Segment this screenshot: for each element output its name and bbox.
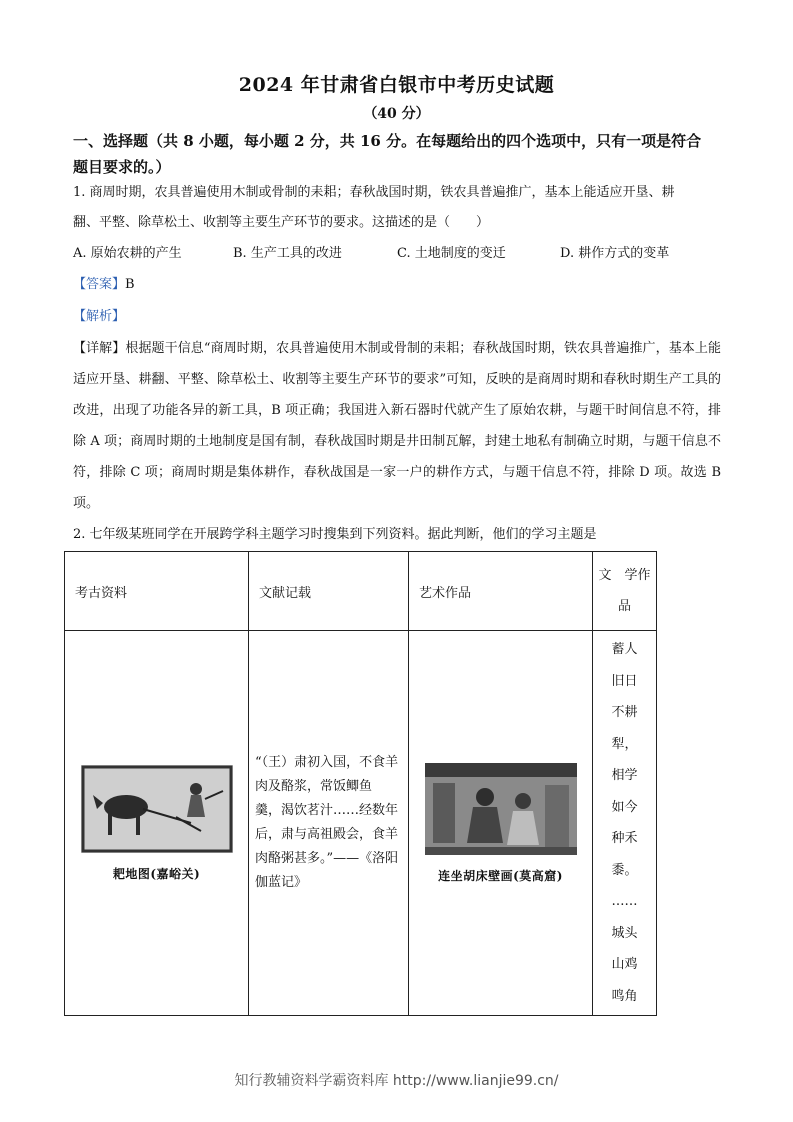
poem-line: 山鸡	[611, 957, 638, 972]
header-literature	[593, 552, 657, 631]
q1-option-c: C. 土地制度的变迁	[397, 246, 506, 261]
q1-detail	[73, 333, 721, 519]
detail-text: 根据题干信息“商周时期，农具普遍使用木制或骨制的耒耜；春秋战国时期，铁农具普遍推广，基本上能适应开垦、耕翻、平整、除草松土、收割等主要生产环节的要求”可知，反映的是商周时期和春秋时期生产工具的改进，出现了功能各异的新工具，B 项正确；我国进入新石器时代就产生了原始农耕，与题干时间信息不符，排除 A 项；商周时期的土地制度是国有制，春秋战国时期是井田制瓦解，封建土地私有制确立时期，与题干信息不符，排除 C 项；商周时期是集体耕作，春秋战国是一家一户的耕作方式，与题干信息不符，排除 D 项。故选 B 项。	[73, 341, 721, 511]
section-heading-line-2: 题目要求的。）	[73, 158, 171, 176]
document-cell	[249, 631, 409, 1016]
header-archaeology: 考古资料	[65, 552, 249, 631]
poem-line: ……	[611, 894, 638, 909]
footer-watermark: 知行教辅资料学霸资料库 http://www.lianjie99.cn/	[234, 1073, 559, 1089]
poem-line: 如今	[611, 799, 638, 815]
total-score: （40 分）	[363, 106, 430, 122]
mogao-mural-image	[425, 763, 577, 855]
poem-line: 犁，	[611, 736, 638, 752]
harrowing-mural-image	[81, 765, 233, 853]
resources-table	[64, 551, 657, 1016]
poem-line: 相学	[611, 768, 638, 783]
table-content-row	[65, 631, 657, 1016]
poem-line: 旧日	[611, 673, 638, 689]
poem-line: 种禾	[611, 831, 638, 846]
archaeology-cell	[65, 631, 249, 1016]
poem-line: 不耕	[611, 705, 638, 720]
q1-answer	[73, 275, 135, 295]
art-caption: 连坐胡床壁画(莫高窟)	[438, 868, 563, 883]
header-art: 艺术作品	[409, 552, 593, 631]
section-heading	[73, 128, 733, 180]
header-documents: 文献记载	[249, 552, 409, 631]
poem-line: 黍。	[611, 862, 638, 878]
detail-tag: 【详解】	[73, 341, 126, 356]
art-cell	[409, 631, 593, 1016]
q1-option-b: B. 生产工具的改进	[233, 246, 342, 261]
answer-tag: 【答案】	[73, 277, 126, 292]
q1-stem-line-1: 1. 商周时期，农具普遍使用木制或骨制的耒耜；春秋战国时期，铁农具普遍推广，基本上能适应开垦、耕	[73, 185, 675, 200]
q1-option-d: D. 耕作方式的变革	[560, 246, 670, 261]
section-heading-line-1: 一、选择题（共 8 小题，每小题 2 分，共 16 分。在每题给出的四个选项中，只有一项是符合	[73, 132, 702, 150]
q1-analysis-tag	[73, 307, 125, 327]
answer-value: B	[125, 277, 135, 292]
archaeology-caption: 耙地图(嘉峪关)	[112, 866, 201, 881]
q1-option-a: A. 原始农耕的产生	[73, 246, 182, 261]
poem-line: 城头	[611, 925, 638, 941]
page-title: 2024 年甘肃省白银市中考历史试题	[238, 74, 555, 96]
poem-line: 蓄人	[611, 642, 638, 657]
literature-cell	[593, 631, 657, 1016]
header-literature-text: 文 学作品	[598, 568, 651, 614]
q1-stem-line-2: 翻、平整、除草松土、收割等主要生产环节的要求。这描述的是（ ）	[73, 215, 490, 230]
poem-line: 鸣角	[611, 988, 638, 1004]
table-header-row	[65, 552, 657, 631]
document-quote: “（王）肃初入国，不食羊肉及酪浆，常饭鲫鱼 羹，渴饮茗汁……经数年后，肃与高祖殿会，食羊肉酪粥甚多。”——《洛阳伽蓝记》	[255, 755, 399, 890]
q2-stem: 2. 七年级某班同学在开展跨学科主题学习时搜集到下列资料。据此判断，他们的学习主题是	[73, 527, 597, 542]
analysis-tag: 【解析】	[73, 309, 126, 324]
